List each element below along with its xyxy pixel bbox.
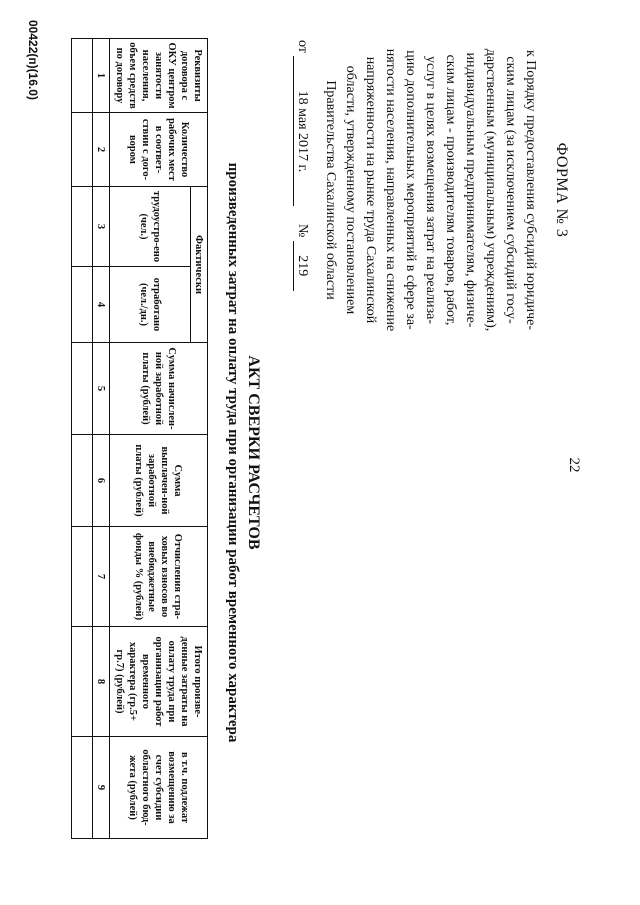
- header-col7: Отчисления стра-ховых взносов во внебюджетные фонды % (рублей): [110, 527, 208, 627]
- header-col9: в т.ч. подлежат возмещению за счет субсидии областного бюд-жета (рублей): [110, 737, 208, 839]
- table-cell: [72, 39, 93, 113]
- approval-line: цию дополнительных мероприятий в сфере за-: [403, 50, 418, 330]
- header-col3: трудоустро-ено (чел.): [110, 187, 191, 267]
- date-prefix: от: [295, 40, 310, 53]
- number-value: 219: [293, 241, 310, 291]
- reconciliation-table: [71, 38, 208, 839]
- approval-line: ским лицам (за исключением субсидий госу-: [503, 56, 518, 324]
- form-code: 00422(п)(16.0): [26, 20, 40, 100]
- header-col8: Итого произве-денные затраты на оплату труда при организации работ временного характера (гр.5+ гр.7) (рублей): [110, 627, 208, 737]
- approval-line: напряженности на рынке труда Сахалинской: [363, 56, 378, 324]
- page-number: 22: [566, 457, 582, 473]
- header-group-actual: Фактически: [191, 187, 208, 343]
- column-number: 7: [93, 527, 110, 627]
- approval-line: к Порядку предоставления субсидий юридиче-: [523, 49, 538, 331]
- table-cell: [72, 527, 93, 627]
- approval-line: индивидуальным предпринимателям, физиче-: [463, 52, 478, 328]
- table-cell: [72, 435, 93, 527]
- header-col4: отработано (чел./дн.): [110, 267, 191, 343]
- header-col2: Количество рабочих мест в соответ-ствии с дого-вором: [110, 113, 208, 187]
- header-col6: Сумма выплачен-ной заработной платы (рублей): [110, 435, 208, 527]
- number-label: №: [295, 223, 310, 238]
- column-numbers-row: [93, 39, 110, 839]
- column-number: 1: [93, 39, 110, 113]
- header-col5: Сумма начислен-ной заработной платы (рублей): [110, 343, 208, 435]
- header-row: [191, 39, 208, 839]
- column-number: 4: [93, 267, 110, 343]
- act-subtitle: произведенных затрат на оплату труда при организации работ временного характера: [225, 162, 241, 743]
- column-number: 8: [93, 627, 110, 737]
- column-number: 6: [93, 435, 110, 527]
- header-col1: Реквизиты договора с ОКУ центром занятости населения, объем средств по договору: [110, 39, 208, 113]
- column-number: 2: [93, 113, 110, 187]
- approval-line: области, утвержденному постановлением: [343, 65, 358, 315]
- table-cell: [72, 267, 93, 343]
- date-value: 18 мая 2017 г.: [293, 56, 310, 206]
- column-number: 9: [93, 737, 110, 839]
- table-cell: [72, 187, 93, 267]
- approval-line: дарственным (муниципальным) учреждениям),: [483, 48, 498, 332]
- approval-line: ским лицам - производителям товаров, работ,: [443, 54, 458, 326]
- empty-data-row: [72, 39, 93, 839]
- table-cell: [72, 113, 93, 187]
- approval-line: Правительства Сахалинской области: [323, 80, 338, 300]
- column-number: 5: [93, 343, 110, 435]
- approval-line: нятости населения, направленных на снижение: [383, 48, 398, 332]
- column-number: 3: [93, 187, 110, 267]
- form-title: ФОРМА № 3: [553, 142, 570, 238]
- date-line: [293, 40, 310, 340]
- act-title: АКТ СВЕРКИ РАСЧЕТОВ: [245, 355, 262, 550]
- approval-block: [320, 40, 540, 340]
- table-cell: [72, 627, 93, 737]
- approval-line: услуг в целях возмещения затрат на реализа-: [423, 56, 438, 324]
- table-cell: [72, 343, 93, 435]
- table-cell: [72, 737, 93, 839]
